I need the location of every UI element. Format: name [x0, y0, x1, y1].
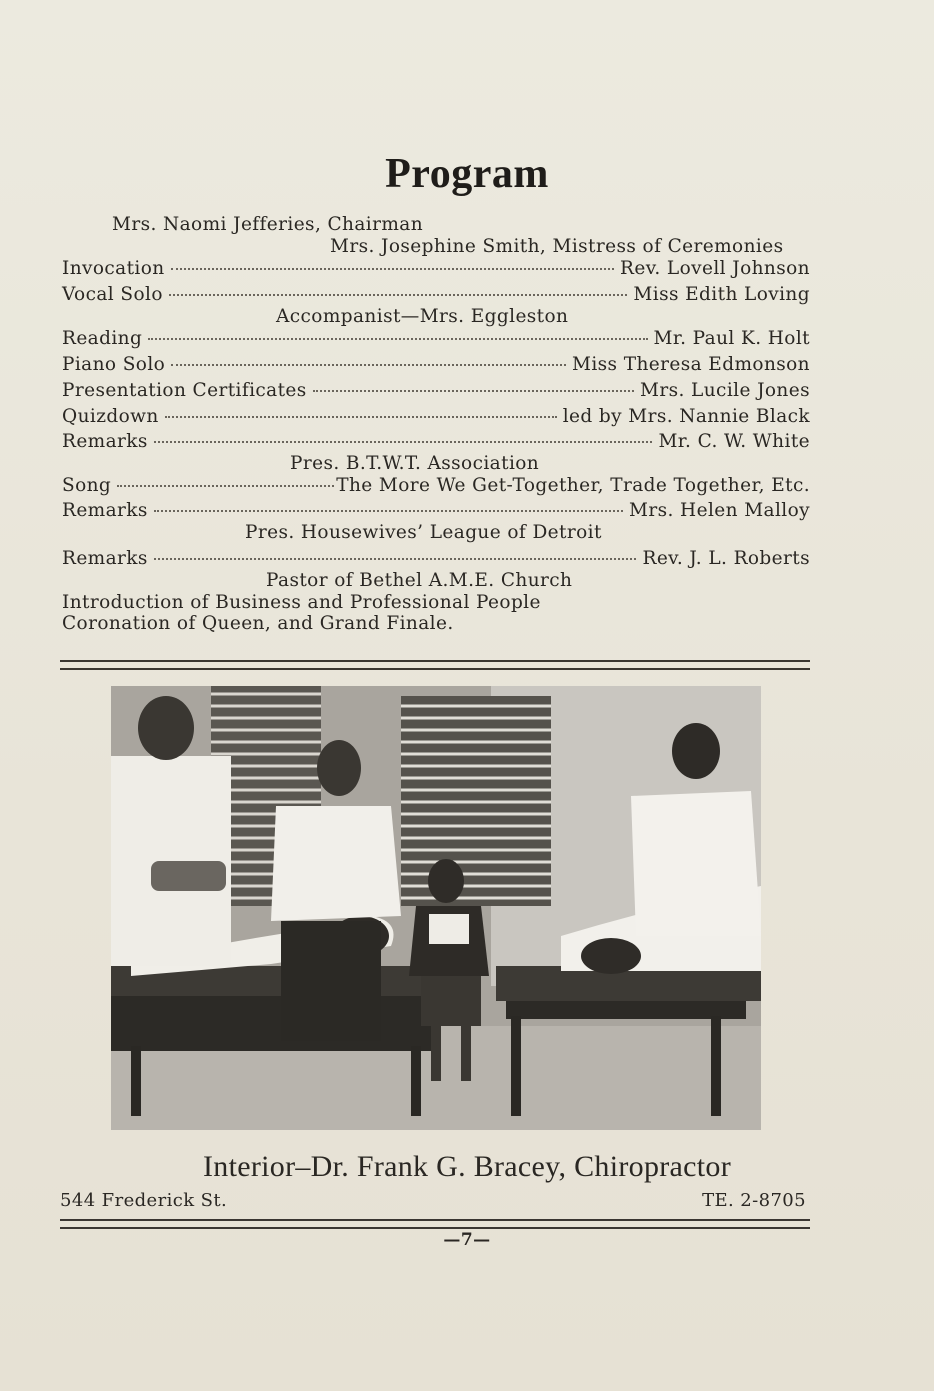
row-value: Rev. Lovell Johnson [620, 258, 810, 279]
program-row-remarks-malloy [62, 500, 810, 522]
row-label: Presentation Certificates [62, 380, 307, 401]
leader-dots [154, 558, 637, 560]
mistress-line: Mrs. Josephine Smith, Mistress of Ceremonies [330, 236, 784, 257]
row-label: Remarks [62, 431, 148, 452]
program-row-quizdown [62, 406, 810, 428]
leader-dots [148, 338, 647, 340]
row-label: Piano Solo [62, 354, 166, 375]
row-label: Invocation [62, 258, 165, 279]
leader-dots [154, 510, 623, 512]
row-label: Song [62, 475, 112, 496]
row-value: Mr. C. W. White [658, 431, 810, 452]
divider-bottom [60, 1219, 810, 1229]
window-blinds-center [401, 696, 551, 906]
row-value: led by Mrs. Nannie Black [562, 406, 810, 427]
photo-caption: Interior–Dr. Frank G. Bracey, Chiropractor [203, 1150, 731, 1183]
btwt-note: Pres. B.T.W.T. Association [290, 453, 540, 474]
row-label: Remarks [62, 548, 148, 569]
row-value: Mrs. Helen Malloy [629, 500, 810, 521]
address: 544 Frederick St. [60, 1190, 228, 1211]
row-value: Mrs. Lucile Jones [640, 380, 810, 401]
clinic-interior-photo [111, 686, 761, 1130]
league-note: Pres. Housewives’ League of Detroit [245, 522, 602, 543]
program-row-piano-solo [62, 354, 810, 376]
program-row-reading [62, 328, 810, 350]
page-number: —7— [443, 1230, 491, 1250]
bethel-note: Pastor of Bethel A.M.E. Church [266, 570, 573, 591]
program-row-vocal-solo [62, 284, 810, 306]
program-row-presentation [62, 380, 810, 402]
row-value: Miss Edith Loving [633, 284, 810, 305]
closing-line-2: Coronation of Queen, and Grand Finale. [62, 613, 454, 634]
closing-line-1: Introduction of Business and Professional People [62, 592, 541, 613]
leader-dots [171, 364, 566, 366]
row-label: Quizdown [62, 406, 159, 427]
row-value: The More We Get-Together, Trade Together, Etc. [336, 475, 810, 496]
page-title: Program [385, 151, 549, 197]
leader-dots [117, 485, 334, 487]
divider-top [60, 660, 810, 670]
leader-dots [165, 416, 557, 418]
program-row-invocation [62, 258, 810, 280]
row-value: Rev. J. L. Roberts [642, 548, 810, 569]
program-row-remarks-white [62, 431, 810, 453]
accompanist-note: Accompanist—Mrs. Eggleston [276, 306, 569, 327]
row-label: Vocal Solo [62, 284, 163, 305]
row-value: Miss Theresa Edmonson [571, 354, 810, 375]
leader-dots [154, 441, 653, 443]
phone-number: TE. 2-8705 [702, 1190, 806, 1211]
row-value: Mr. Paul K. Holt [653, 328, 810, 349]
chairman-line: Mrs. Naomi Jefferies, Chairman [112, 214, 424, 235]
row-label: Reading [62, 328, 143, 349]
leader-dots [169, 294, 628, 296]
leader-dots [171, 268, 614, 270]
program-row-song [62, 475, 810, 497]
program-row-remarks-roberts [62, 548, 810, 570]
leader-dots [313, 390, 634, 392]
row-label: Remarks [62, 500, 148, 521]
